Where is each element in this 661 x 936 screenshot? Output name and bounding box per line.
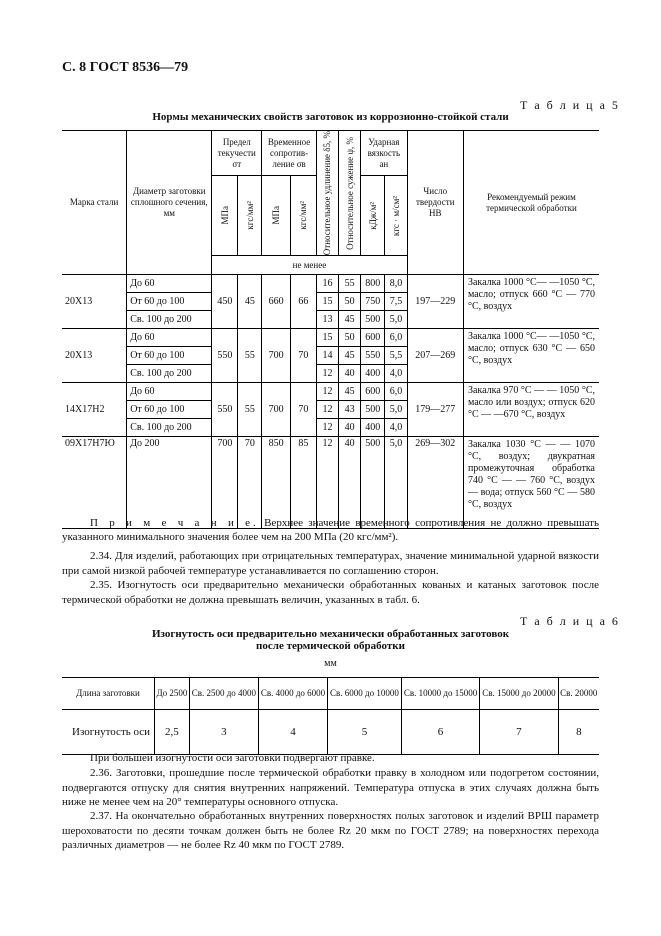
impact-kj-cell: 750 [361,293,385,311]
paragraph-2-36: 2.36. Заготовки, прошедшие после термической обработки правку в холодном или подогретом состоянии, подвергаются отпуску для снятия внутренних напряжений. Температура отпуска в этих случаях должна быть ниже не менее чем на 20° температуры основного отпуска. [62,767,599,808]
curvature-value: 7 [480,710,558,755]
table5-title: Нормы механических свойств заготовок из коррозионно-стойкой стали [152,111,509,123]
impact-kgf-cell: 8,0 [385,275,407,293]
impact-kj-cell: 400 [361,419,385,437]
elongation-cell: 12 [316,437,338,529]
length-label: Длина заготовки [62,678,155,710]
steel-grade: 09Х17Н7Ю [62,437,127,529]
elongation-cell: 12 [316,365,338,383]
contraction-cell: 45 [339,383,361,401]
diameter-cell: От 60 до 100 [127,293,212,311]
elongation-cell: 16 [316,275,338,293]
diameter-cell: До 60 [127,275,212,293]
col-tensile-header: Временное сопротив-ление σв [262,131,317,176]
diameter-cell: От 60 до 100 [127,401,212,419]
paragraph-2-37-text: 2.37. На окончательно обработанных внутренних поверхностях полых заготовок и изделий ВРШ параметр шероховатости по десяти точкам должен быть не более Rz 20 мкм по ГОСТ 2789; на поверхностях перехода различных диаметров — не более Rz 40 мкм по ГОСТ 2789. [62,810,599,851]
contraction-cell: 40 [339,437,361,529]
length-range-header: Св. 10000 до 15000 [401,678,479,710]
elongation-cell: 13 [316,311,338,329]
impact-kgf-cell: 5,0 [385,437,407,529]
yield-kgf: 55 [238,383,262,437]
length-range-header: Св. 4000 до 6000 [258,678,327,710]
curvature-value: 3 [189,710,258,755]
page-header: С. 8 ГОСТ 8536—79 [62,60,189,75]
impact-kj-cell: 500 [361,401,385,419]
impact-kj-cell: 600 [361,329,385,347]
impact-kgf-cell: 5,5 [385,347,407,365]
table5-note [62,516,599,544]
table6 [62,677,599,755]
impact-kj-cell: 500 [361,311,385,329]
steel-grade: 20Х13 [62,329,127,383]
contraction-cell: 45 [339,311,361,329]
unit-kj: кДж/м² [361,176,385,256]
note-label: П р и м е ч а н и е. [90,517,259,529]
impact-kj-cell: 550 [361,347,385,365]
curvature-label: Изогнутость оси [62,710,155,755]
yield-mpa: 450 [212,275,238,329]
curvature-value: 6 [401,710,479,755]
tensile-kgf: 70 [290,329,316,383]
impact-kgf-cell: 4,0 [385,419,407,437]
curvature-value: 8 [558,710,599,755]
impact-kj-cell: 400 [361,365,385,383]
diameter-cell: Св. 100 до 200 [127,419,212,437]
table-row [62,383,599,401]
unit-mpa-1: МПа [212,176,238,256]
tensile-kgf: 66 [290,275,316,329]
elongation-cell: 12 [316,401,338,419]
yield-kgf: 45 [238,275,262,329]
elongation-cell: 12 [316,419,338,437]
paragraph-2-37 [62,809,599,853]
unit-kgfm: кгс · м/см² [385,176,407,256]
col-elongation-header: Относительное удлинение δ5, % [316,131,338,256]
table6-unit: мм [324,658,337,669]
table-row [62,437,599,529]
impact-kgf-cell: 6,0 [385,329,407,347]
contraction-cell: 55 [339,275,361,293]
diameter-cell: До 200 [127,437,212,529]
diameter-cell: Св. 100 до 200 [127,365,212,383]
tensile-mpa: 850 [262,437,291,529]
diameter-cell: От 60 до 100 [127,347,212,365]
length-range-header: Св. 20000 [558,678,599,710]
impact-kgf-cell: 5,0 [385,311,407,329]
unit-mpa-2: МПа [262,176,291,256]
hardness: 269—302 [407,437,463,529]
diameter-cell: До 60 [127,383,212,401]
yield-mpa: 550 [212,329,238,383]
tensile-mpa: 660 [262,275,291,329]
col-contraction-header: Относительное сужение ψ, % [339,131,361,256]
contraction-cell: 43 [339,401,361,419]
heat-treatment: Закалка 1000 °С— —1050 °С, масло; отпуск 660 °С — 770 °С, воздух [463,275,599,329]
impact-kgf-cell: 4,0 [385,365,407,383]
paragraph-straightening: При большей изогнутости оси заготовки подвергают правке. [90,752,375,764]
elongation-cell: 14 [316,347,338,365]
unit-kgf-2: кгс/мм² [290,176,316,256]
contraction-cell: 40 [339,419,361,437]
heat-treatment: Закалка 1030 °С — — 1070 °С, воздух; двукратная промежуточная обработка 740 °С — — 760 °С, воздух — вода; отпуск 560 °С — 580 °С, воздух [463,437,599,529]
yield-mpa: 700 [212,437,238,529]
steel-grade: 14Х17Н2 [62,383,127,437]
impact-kj-cell: 600 [361,383,385,401]
not-less-label: не менее [212,256,407,275]
table-row [62,275,599,293]
table6-title-2: после термической обработки [256,640,405,652]
diameter-cell: До 60 [127,329,212,347]
col-grade-header: Марка стали [62,131,127,275]
length-range-header: До 2500 [155,678,190,710]
col-hardness-header: Число твердости НВ [407,131,463,275]
curvature-value: 5 [328,710,402,755]
yield-kgf: 55 [238,329,262,383]
heat-treatment: Закалка 1000 °С— —1050 °С, масло; отпуск 630 °С — 650 °С, воздух [463,329,599,383]
impact-kj-cell: 800 [361,275,385,293]
contraction-cell: 40 [339,365,361,383]
steel-grade: 20Х13 [62,275,127,329]
col-yield-header: Предел текучести σт [212,131,262,176]
elongation-cell: 15 [316,329,338,347]
impact-kgf-cell: 6,0 [385,383,407,401]
impact-kgf-cell: 5,0 [385,401,407,419]
col-impact-header: Ударная вязкость ан [361,131,407,176]
yield-mpa: 550 [212,383,238,437]
hardness: 207—269 [407,329,463,383]
impact-kj-cell: 500 [361,437,385,529]
table5 [62,130,599,529]
heat-treatment: Закалка 970 °С — — 1050 °С, масло или воздух; отпуск 620 °С — —670 °С, воздух [463,383,599,437]
tensile-mpa: 700 [262,383,291,437]
contraction-cell: 50 [339,329,361,347]
table6-title-1: Изогнутость оси предварительно механически обработанных заготовок [151,628,510,640]
yield-kgf: 70 [238,437,262,529]
impact-kgf-cell: 7,5 [385,293,407,311]
paragraph-2-35: 2.35. Изогнутость оси предварительно механически обработанных кованых и катаных заготовок после термической обработки не должна превышать величин, указанных в табл. 6. [62,579,599,606]
contraction-cell: 45 [339,347,361,365]
table-row [62,329,599,347]
tensile-kgf: 70 [290,383,316,437]
table5-label: Т а б л и ц а 5 [520,98,620,112]
contraction-cell: 50 [339,293,361,311]
elongation-cell: 12 [316,383,338,401]
curvature-value: 2,5 [155,710,190,755]
hardness: 179—277 [407,383,463,437]
col-diameter-header: Диаметр заготовки сплошного сечения, мм [127,131,212,275]
length-range-header: Св. 6000 до 10000 [328,678,402,710]
col-treatment-header: Рекомендуемый режим термической обработки [463,131,599,275]
hardness: 197—229 [407,275,463,329]
note-text: Верхнее значение временного сопротивления не должно превышать указанного минимального значения более чем на 200 МПа (20 кгс/мм²). [62,517,600,543]
unit-kgf-1: кгс/мм² [238,176,262,256]
curvature-value: 4 [258,710,327,755]
length-range-header: Св. 15000 до 20000 [480,678,558,710]
paragraph-2-34: 2.34. Для изделий, работающих при отрицательных температурах, значение минимальной ударной вязкости при самой низкой рабочей температуре устанавливается по соглашению сторон. [62,550,599,577]
tensile-kgf: 85 [290,437,316,529]
length-range-header: Св. 2500 до 4000 [189,678,258,710]
table6-label: Т а б л и ц а 6 [520,614,620,628]
elongation-cell: 15 [316,293,338,311]
diameter-cell: Св. 100 до 200 [127,311,212,329]
tensile-mpa: 700 [262,329,291,383]
